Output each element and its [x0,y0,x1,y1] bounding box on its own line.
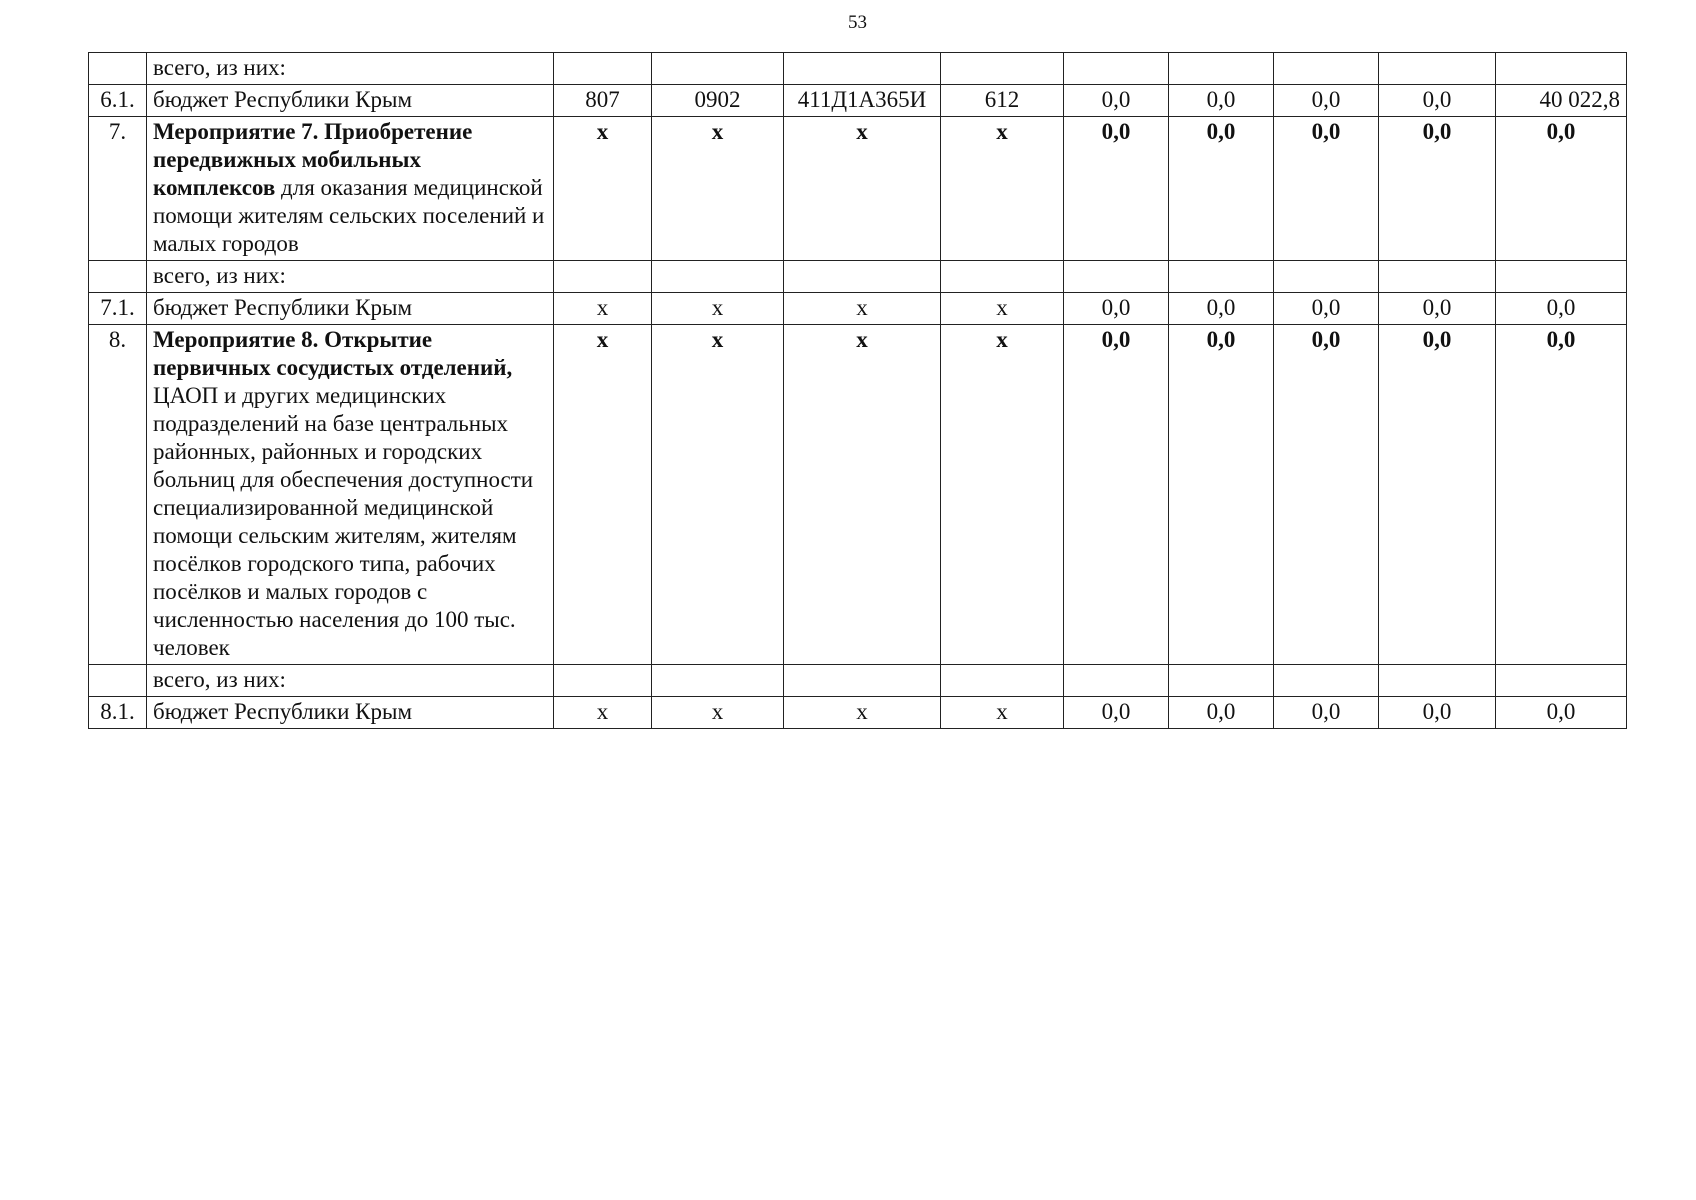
cell-vr [941,261,1064,293]
cell-value-2: 0,0 [1169,697,1274,729]
cell-value-1: 0,0 [1064,117,1169,261]
cell-value-5: 40 022,8 [1496,85,1627,117]
table-row-7 [89,117,1627,261]
cell-value-2: 0,0 [1169,117,1274,261]
cell-vr [941,665,1064,697]
cell-value-5: 0,0 [1496,293,1627,325]
row-title [147,53,554,85]
cell-rzpr: х [652,697,784,729]
cell-csr: х [784,293,941,325]
row-title-bold: Мероприятие 8. Открытие первичных сосудистых отделений, [153,327,513,380]
cell-value-4: 0,0 [1379,85,1496,117]
cell-csr: х [784,697,941,729]
cell-csr: х [784,325,941,665]
row-title-text: бюджет Республики Крым [153,699,412,724]
cell-value-5 [1496,53,1627,85]
cell-vr: 612 [941,85,1064,117]
cell-value-4 [1379,261,1496,293]
cell-value-3: 0,0 [1274,697,1379,729]
cell-value-2: 0,0 [1169,85,1274,117]
cell-csr: 411Д1А365И [784,85,941,117]
cell-value-3: 0,0 [1274,293,1379,325]
row-title-text: бюджет Республики Крым [153,295,412,320]
row-title [147,325,554,665]
row-title-text: для оказания медицинской помощи жителям сельских поселений и малых городов [153,175,545,256]
cell-csr [784,665,941,697]
table-row-total-6 [89,53,1627,85]
cell-value-3: 0,0 [1274,325,1379,665]
cell-rzpr: х [652,117,784,261]
budget-table [88,52,1627,729]
cell-value-4 [1379,665,1496,697]
row-title-text: всего, из них: [153,263,286,288]
cell-vr: х [941,117,1064,261]
cell-value-1: 0,0 [1064,697,1169,729]
cell-csr [784,261,941,293]
cell-rzpr: 0902 [652,85,784,117]
row-title [147,117,554,261]
cell-value-3 [1274,665,1379,697]
cell-grbs: 807 [554,85,652,117]
row-title-text: всего, из них: [153,55,286,80]
cell-value-4: 0,0 [1379,117,1496,261]
cell-rzpr [652,53,784,85]
page-number: 53 [848,12,867,33]
row-number: 7.1. [89,293,147,325]
cell-value-1: 0,0 [1064,293,1169,325]
row-number: 6.1. [89,85,147,117]
cell-value-5: 0,0 [1496,325,1627,665]
cell-grbs: х [554,697,652,729]
row-number [89,665,147,697]
cell-value-5: 0,0 [1496,697,1627,729]
cell-rzpr: х [652,293,784,325]
cell-vr: х [941,293,1064,325]
cell-value-1 [1064,53,1169,85]
cell-value-5 [1496,261,1627,293]
cell-value-2 [1169,53,1274,85]
row-title [147,293,554,325]
cell-value-3: 0,0 [1274,117,1379,261]
cell-grbs [554,665,652,697]
row-title [147,665,554,697]
row-title [147,261,554,293]
cell-csr [784,53,941,85]
row-number [89,261,147,293]
table-row-6-1 [89,85,1627,117]
table-row-8 [89,325,1627,665]
cell-value-1: 0,0 [1064,325,1169,665]
cell-value-5: 0,0 [1496,117,1627,261]
row-number: 8. [89,325,147,665]
cell-value-3 [1274,261,1379,293]
cell-value-3 [1274,53,1379,85]
cell-grbs: х [554,325,652,665]
cell-value-1: 0,0 [1064,85,1169,117]
table-row-total-8 [89,665,1627,697]
row-title-text: всего, из них: [153,667,286,692]
cell-rzpr [652,665,784,697]
row-number: 8.1. [89,697,147,729]
cell-grbs [554,53,652,85]
cell-value-4: 0,0 [1379,293,1496,325]
cell-value-4: 0,0 [1379,697,1496,729]
cell-vr: х [941,325,1064,665]
row-title [147,85,554,117]
cell-grbs: х [554,117,652,261]
cell-value-1 [1064,665,1169,697]
cell-value-5 [1496,665,1627,697]
cell-value-2: 0,0 [1169,293,1274,325]
cell-value-3: 0,0 [1274,85,1379,117]
row-number: 7. [89,117,147,261]
cell-rzpr [652,261,784,293]
cell-rzpr: х [652,325,784,665]
cell-value-4 [1379,53,1496,85]
cell-value-2 [1169,665,1274,697]
cell-value-2: 0,0 [1169,325,1274,665]
row-title-bold: Мероприятие 7. Приобретение передвижных мобильных комплексов [153,119,473,200]
cell-csr: х [784,117,941,261]
cell-value-4: 0,0 [1379,325,1496,665]
row-title-text: ЦАОП и других медицинских подразделений на базе центральных районных, районных и городских больниц для обеспечения доступности специализированной медицинской помощи сельским жителям, жителям посёлков городского типа, рабочих посёлков и малых городов с численностью населения до 100 тыс. человек [153,383,534,660]
cell-value-1 [1064,261,1169,293]
cell-value-2 [1169,261,1274,293]
row-number [89,53,147,85]
cell-vr [941,53,1064,85]
cell-vr: х [941,697,1064,729]
table-row-7-1 [89,293,1627,325]
cell-grbs: х [554,293,652,325]
table-row-total-7 [89,261,1627,293]
row-title-text: бюджет Республики Крым [153,87,412,112]
cell-grbs [554,261,652,293]
row-title [147,697,554,729]
table-row-8-1 [89,697,1627,729]
